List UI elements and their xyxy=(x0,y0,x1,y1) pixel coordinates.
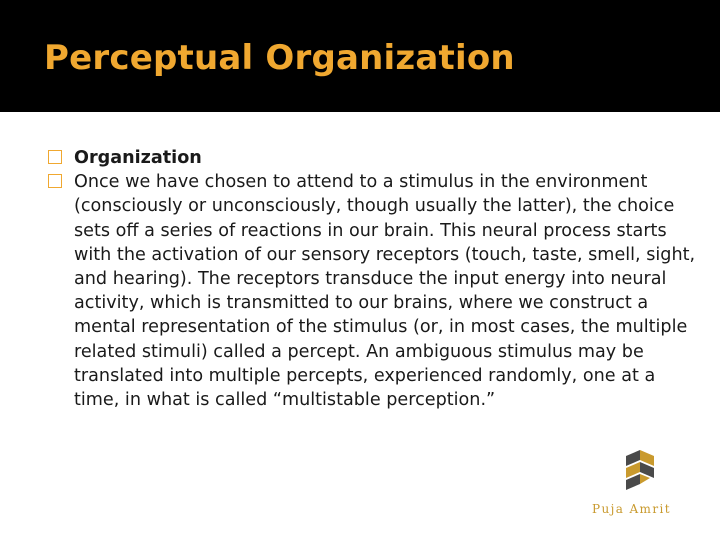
slide-title: Perceptual Organization xyxy=(44,38,515,78)
puja-amrit-logo-icon xyxy=(622,450,658,496)
bullet-item xyxy=(48,146,698,170)
bullet-square-icon xyxy=(48,150,62,164)
title-bar xyxy=(0,0,720,112)
bullet-list xyxy=(48,146,698,412)
bullet-item xyxy=(48,170,698,412)
bullet-square-icon xyxy=(48,174,62,188)
bullet-text: Once we have chosen to attend to a stimulus in the environment (consciously or unconsciously, though usually the latter), the choice sets off a series of reactions in our brain. This neural process starts with the activation of our sensory receptors (touch, taste, smell, sight, and hearing). The receptors transduce the input energy into neural activity, which is transmitted to our brains, where we construct a mental representation of the stimulus (or, in most cases, the multiple related stimuli) called a percept. An ambiguous stimulus may be translated into multiple percepts, experienced randomly, one at a time, in what is called “multistable perception.” xyxy=(74,172,696,411)
logo-text: Puja Amrit xyxy=(592,502,671,516)
logo xyxy=(592,450,697,522)
bullet-text: Organization xyxy=(74,148,202,168)
